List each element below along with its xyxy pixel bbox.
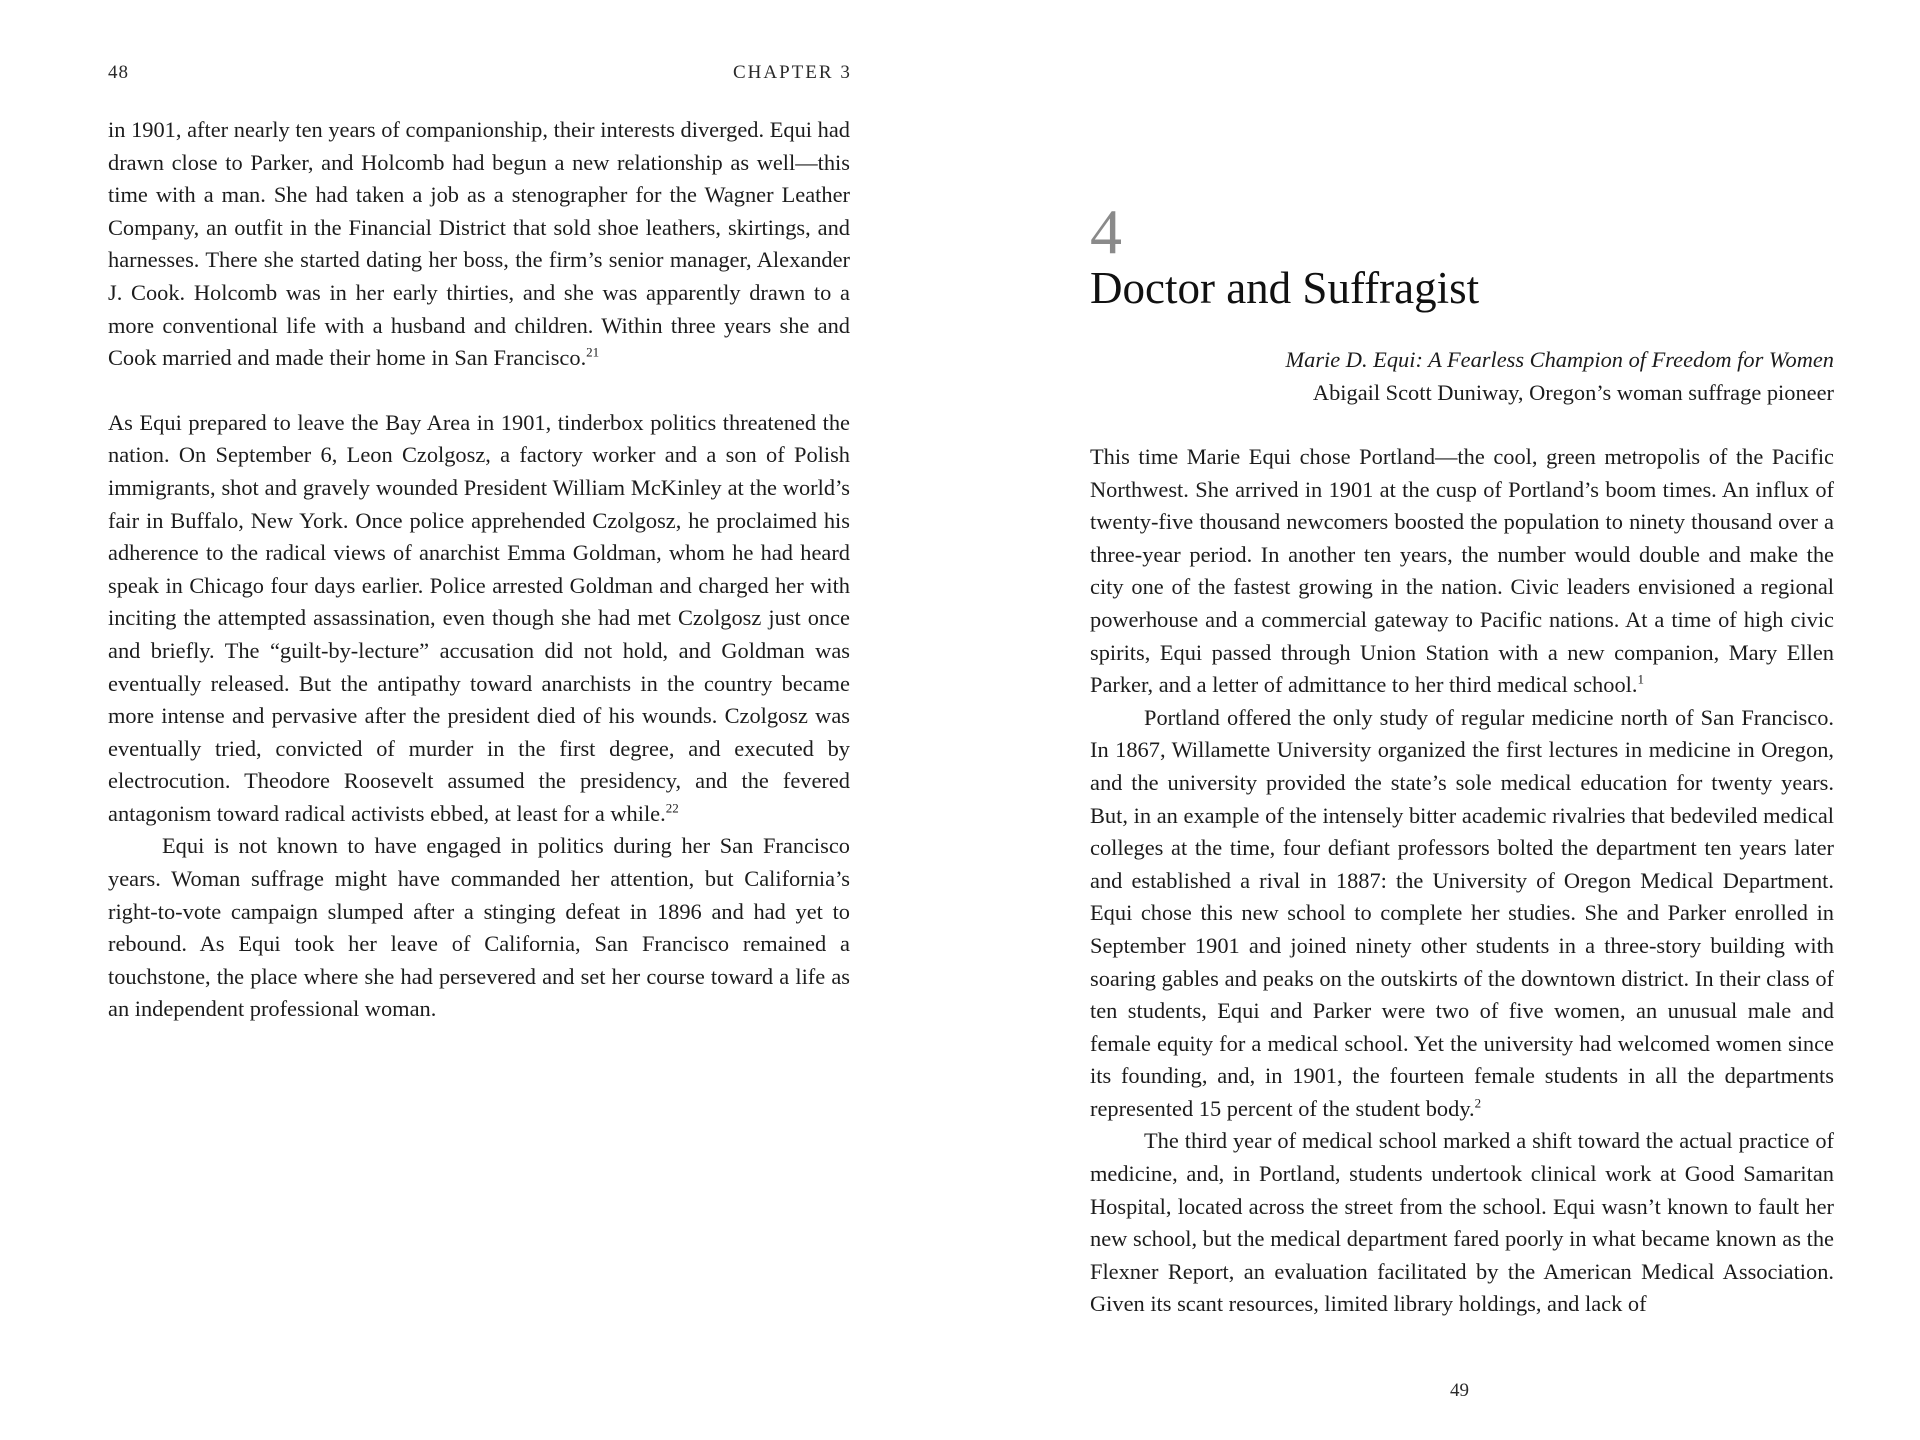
paragraph-text: Portland offered the only study of regular medicine north of San Francisco. In 1867, Willamette University organized the first lectures in medicine in Oregon, and the university provided the state’s sole medical education for twenty years. But, in an example of the intensely bitter academic rivalries that bedeviled medical colleges at the time, four defiant professors bolted the department ten years later and established a rival in 1887: the University of Oregon Medical Department. Equi chose this new school to complete her studies. She and Parker enrolled in September 1901 and joined ninety other students in a three-story building with soaring gables and peaks on the outskirts of the downtown district. In their class of ten students, Equi and Parker were two of five women, an unusual male and female equity for a medical school. Yet the university had welcomed women since its founding, and, in 1901, the fourteen female students in all the departments represented 15 percent of the student body. xyxy=(1090,704,1834,1121)
epigraph-attribution: Abigail Scott Duniway, Oregon’s woman suffrage pioneer xyxy=(1312,380,1834,405)
footnote-ref: 2 xyxy=(1474,1095,1482,1111)
paragraph xyxy=(108,114,850,375)
right-body-text xyxy=(1090,441,1834,1321)
page-number-right: 49 xyxy=(1450,1380,1469,1401)
paragraph-text: Equi is not known to have engaged in politics during her San Francisco years. Woman suffrage might have commanded her attention, but California’s right-to-vote campaign slumped after a stinging defeat in 1896 and had yet to rebound. As Equi took her leave of California, San Francisco remained a touchstone, the place where she had persevered and set her course toward a life as an independent professional woman. xyxy=(108,833,850,1022)
right-page xyxy=(960,0,1920,1440)
paragraph xyxy=(1090,1125,1834,1321)
paragraph-text: This time Marie Equi chose Portland—the cool, green metropolis of the Pacific Northwest. She arrived in 1901 at the cusp of Portland’s boom times. An influx of twenty-five thousand newcomers boosted the population to ninety thousand over a three-year period. In another ten years, the number would double and make the city one of the fastest growing in the nation. Civic leaders envisioned a regional powerhouse and a commercial gateway to Pacific nations. At a time of high civic spirits, Equi passed through Union Station with a new companion, Mary Ellen Parker, and a letter of admittance to her third medical school. xyxy=(1090,444,1834,698)
paragraph xyxy=(1090,441,1834,702)
paragraph xyxy=(108,407,850,831)
epigraph-title: Marie D. Equi: A Fearless Champion of Freedom for Women xyxy=(1285,347,1834,372)
paragraph-text: in 1901, after nearly ten years of companionship, their interests diverged. Equi had drawn close to Parker, and Holcomb had begun a new relationship as well—this time with a man. She had taken a job as a stenographer for the Wagner Leather Company, an outfit in the Financial District that sold shoe leathers, skirtings, and harnesses. There she started dating her boss, the firm’s senior manager, Alexander J. Cook. Holcomb was in her early thirties, and she was apparently drawn to a more conventional life with a husband and children. Within three years she and Cook married and made their home in San Francisco. xyxy=(108,117,850,371)
page-number-left: 48 xyxy=(108,62,129,83)
footnote-ref: 22 xyxy=(665,800,679,816)
chapter-title: Doctor and Suffragist xyxy=(1090,263,1480,313)
chapter-number: 4 xyxy=(1090,196,1122,267)
paragraph-text: As Equi prepared to leave the Bay Area in 1901, tinderbox politics threatened the nation. On September 6, Leon Czolgosz, a factory worker and a son of Polish immigrants, shot and gravely wounded President William McKinley at the world’s fair in Buffalo, New York. Once police apprehended Czolgosz, he proclaimed his adherence to the radical views of anarchist Emma Goldman, whom he had heard speak in Chicago four days earlier. Police arrested Goldman and charged her with inciting the attempted assassination, even though she had met Czolgosz just once and briefly. The “guilt-by-lecture” accusation did not hold, and Goldman was eventually released. But the antipathy toward anarchists in the country became more intense and pervasive after the president died of his wounds. Czolgosz was eventually tried, convicted of murder in the first degree, and executed by electrocution. Theodore Roosevelt assumed the presidency, and the fevered antagonism toward radical activists ebbed, at least for a while. xyxy=(108,409,850,826)
left-body-text xyxy=(108,114,850,1026)
footnote-ref: 21 xyxy=(586,344,600,360)
paragraph xyxy=(1090,702,1834,1126)
paragraph xyxy=(108,830,850,1026)
running-head: CHAPTER 3 xyxy=(733,62,852,83)
paragraph-text: The third year of medical school marked a shift toward the actual practice of medicine, and, in Portland, students undertook clinical work at Good Samaritan Hospital, located across the street from the school. Equi wasn’t known to fault her new school, but the medical department fared poorly in what became known as the Flexner Report, an evaluation facilitated by the American Medical Association. Given its scant resources, limited library holdings, and lack of xyxy=(1090,1128,1834,1317)
footnote-ref: 1 xyxy=(1637,671,1644,687)
